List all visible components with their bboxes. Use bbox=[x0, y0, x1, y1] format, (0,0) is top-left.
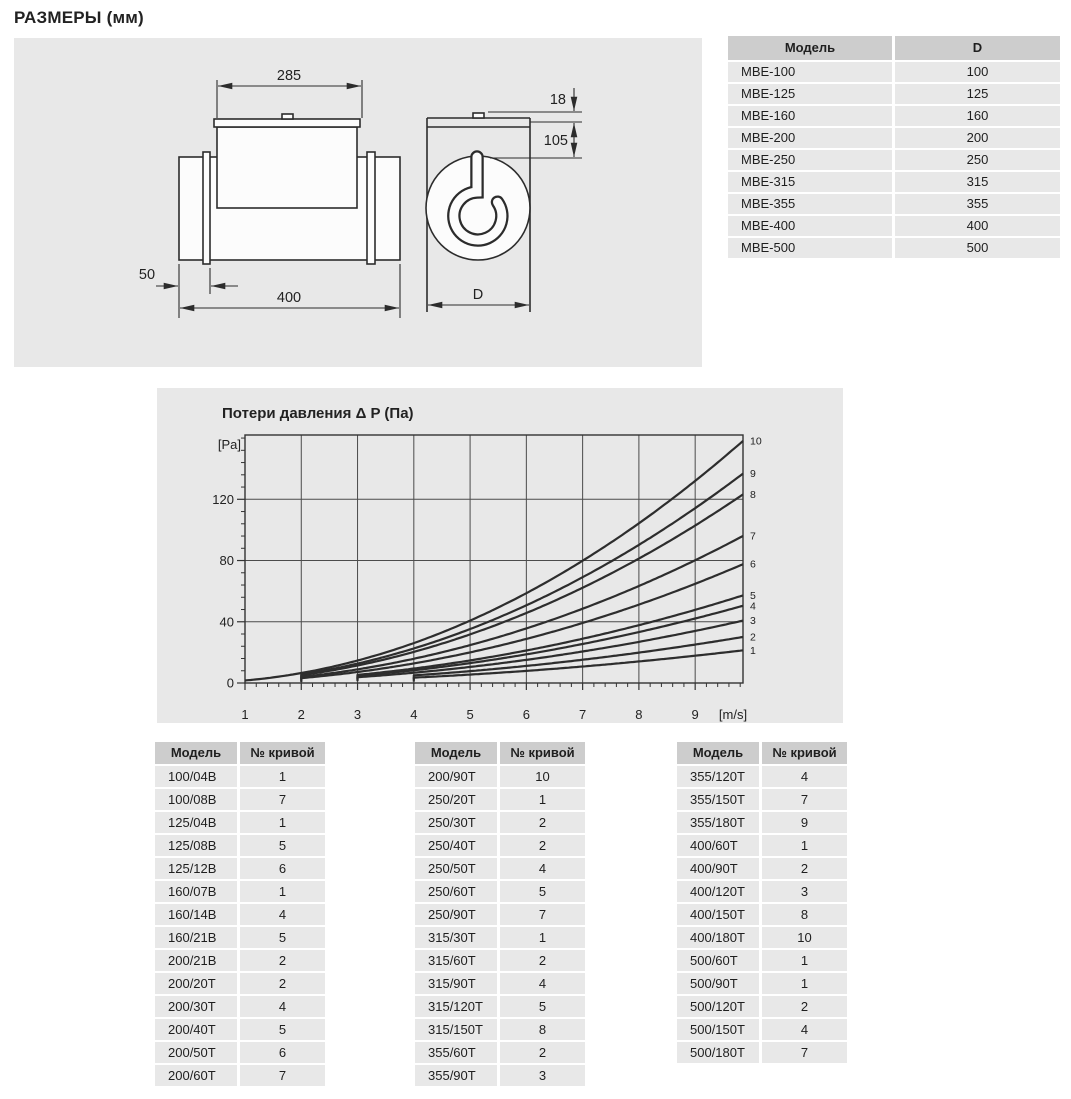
table-header-row bbox=[415, 742, 585, 764]
table-row bbox=[677, 904, 847, 925]
table-row bbox=[155, 812, 325, 833]
curve-label-1: 1 bbox=[750, 644, 756, 657]
value-cell: 1 bbox=[240, 881, 325, 902]
duct-flange-right bbox=[367, 152, 375, 264]
table-header-cell: D bbox=[895, 36, 1060, 60]
model-cell: 355/180T bbox=[677, 812, 759, 833]
model-cell: 500/90T bbox=[677, 973, 759, 994]
table-row bbox=[415, 835, 585, 856]
value-cell: 7 bbox=[240, 1065, 325, 1086]
page-title: РАЗМЕРЫ (мм) bbox=[14, 8, 144, 27]
value-cell: 250 bbox=[895, 150, 1060, 170]
value-cell: 2 bbox=[500, 835, 585, 856]
model-cell: 400/120T bbox=[677, 881, 759, 902]
model-cell: MBE-100 bbox=[728, 62, 892, 82]
model-cell: MBE-355 bbox=[728, 194, 892, 214]
model-cell: 250/30T bbox=[415, 812, 497, 833]
models-diameter-table bbox=[728, 36, 1060, 260]
dimension-drawing-panel bbox=[14, 38, 702, 367]
y-tick-label: 120 bbox=[212, 491, 234, 507]
curve-label-7: 7 bbox=[750, 530, 756, 543]
table-row bbox=[677, 881, 847, 902]
table-row bbox=[155, 881, 325, 902]
cable-gland-front bbox=[473, 113, 484, 118]
model-cell: MBE-315 bbox=[728, 172, 892, 192]
curve-table-3 bbox=[677, 742, 847, 1065]
value-cell: 100 bbox=[895, 62, 1060, 82]
value-cell: 4 bbox=[240, 996, 325, 1017]
x-tick-label: 6 bbox=[522, 707, 530, 722]
y-axis-unit-label: [Pa] bbox=[217, 437, 241, 452]
table-row bbox=[155, 789, 325, 810]
table-row bbox=[677, 835, 847, 856]
table-row bbox=[677, 789, 847, 810]
model-cell: 500/150T bbox=[677, 1019, 759, 1040]
curve-7 bbox=[301, 536, 743, 681]
table-row bbox=[677, 858, 847, 879]
model-cell: 200/21B bbox=[155, 950, 237, 971]
curve-label-3: 3 bbox=[750, 615, 756, 628]
model-cell: 250/60T bbox=[415, 881, 497, 902]
dim-400-label: 400 bbox=[276, 290, 302, 306]
model-cell: 160/21B bbox=[155, 927, 237, 948]
value-cell: 8 bbox=[500, 1019, 585, 1040]
pressure-loss-chart bbox=[157, 388, 843, 723]
value-cell: 4 bbox=[500, 858, 585, 879]
value-cell: 7 bbox=[762, 1042, 847, 1063]
value-cell: 2 bbox=[500, 1042, 585, 1063]
model-cell: 400/180T bbox=[677, 927, 759, 948]
table-row bbox=[155, 973, 325, 994]
table-row bbox=[677, 950, 847, 971]
dim-50-label: 50 bbox=[138, 267, 156, 283]
value-cell: 1 bbox=[762, 835, 847, 856]
model-cell: 315/30T bbox=[415, 927, 497, 948]
value-cell: 1 bbox=[762, 973, 847, 994]
model-cell: MBE-125 bbox=[728, 84, 892, 104]
value-cell: 3 bbox=[762, 881, 847, 902]
curve-label-5: 5 bbox=[750, 589, 756, 602]
table-row bbox=[415, 1042, 585, 1063]
value-cell: 1 bbox=[240, 766, 325, 787]
value-cell: 5 bbox=[240, 1019, 325, 1040]
table-row bbox=[415, 927, 585, 948]
x-tick-label: 5 bbox=[466, 707, 474, 722]
curve-label-4: 4 bbox=[750, 600, 756, 613]
table-header-cell: № кривой bbox=[762, 742, 847, 764]
curve-table-1 bbox=[155, 742, 325, 1088]
value-cell: 10 bbox=[500, 766, 585, 787]
value-cell: 4 bbox=[762, 1019, 847, 1040]
model-cell: 125/12B bbox=[155, 858, 237, 879]
model-cell: 200/30T bbox=[155, 996, 237, 1017]
value-cell: 1 bbox=[240, 812, 325, 833]
table-header-cell: Модель bbox=[728, 36, 892, 60]
table-row bbox=[728, 216, 1060, 236]
connection-box-side bbox=[217, 127, 357, 208]
model-cell: 355/60T bbox=[415, 1042, 497, 1063]
table-row bbox=[728, 128, 1060, 148]
table-row bbox=[155, 1019, 325, 1040]
table-row bbox=[155, 1065, 325, 1086]
model-cell: 315/60T bbox=[415, 950, 497, 971]
box-lid-side bbox=[214, 119, 360, 127]
value-cell: 2 bbox=[240, 950, 325, 971]
value-cell: 160 bbox=[895, 106, 1060, 126]
model-cell: 500/180T bbox=[677, 1042, 759, 1063]
model-cell: 355/150T bbox=[677, 789, 759, 810]
table-row bbox=[677, 812, 847, 833]
curve-label-9: 9 bbox=[750, 468, 756, 481]
model-cell: MBE-400 bbox=[728, 216, 892, 236]
table-row bbox=[155, 1042, 325, 1063]
table-row bbox=[415, 881, 585, 902]
value-cell: 2 bbox=[762, 996, 847, 1017]
value-cell: 2 bbox=[500, 812, 585, 833]
value-cell: 7 bbox=[500, 904, 585, 925]
table-row bbox=[155, 927, 325, 948]
table-row bbox=[728, 238, 1060, 258]
curve-label-10: 10 bbox=[750, 435, 762, 448]
model-cell: 315/150T bbox=[415, 1019, 497, 1040]
table-row bbox=[728, 150, 1060, 170]
value-cell: 2 bbox=[500, 950, 585, 971]
model-cell: 400/90T bbox=[677, 858, 759, 879]
model-cell: 315/120T bbox=[415, 996, 497, 1017]
dim-18-label: 18 bbox=[549, 92, 566, 108]
table-header-cell: Модель bbox=[415, 742, 497, 764]
curve-label-6: 6 bbox=[750, 558, 756, 571]
value-cell: 4 bbox=[240, 904, 325, 925]
model-cell: 500/120T bbox=[677, 996, 759, 1017]
table-header-cell: Модель bbox=[155, 742, 237, 764]
table-row bbox=[415, 996, 585, 1017]
table-row bbox=[155, 858, 325, 879]
table-row bbox=[155, 996, 325, 1017]
curve-label-2: 2 bbox=[750, 631, 756, 644]
value-cell: 5 bbox=[500, 996, 585, 1017]
chart-title: Потери давления Δ P (Па) bbox=[222, 405, 414, 422]
model-cell: MBE-160 bbox=[728, 106, 892, 126]
table-row bbox=[415, 973, 585, 994]
model-cell: 100/04B bbox=[155, 766, 237, 787]
dim-105-label: 105 bbox=[543, 133, 568, 149]
value-cell: 400 bbox=[895, 216, 1060, 236]
table-header-cell: № кривой bbox=[240, 742, 325, 764]
x-tick-label: 8 bbox=[635, 707, 643, 722]
curve-5 bbox=[358, 595, 744, 679]
model-cell: 125/04B bbox=[155, 812, 237, 833]
table-header-row bbox=[155, 742, 325, 764]
table-row bbox=[155, 904, 325, 925]
value-cell: 6 bbox=[240, 1042, 325, 1063]
table-row bbox=[415, 766, 585, 787]
model-cell: 200/90T bbox=[415, 766, 497, 787]
dim-285-label: 285 bbox=[276, 68, 302, 84]
x-tick-label: 9 bbox=[691, 707, 699, 722]
model-cell: 200/50T bbox=[155, 1042, 237, 1063]
value-cell: 2 bbox=[762, 858, 847, 879]
duct-flange-left bbox=[203, 152, 210, 264]
table-row bbox=[155, 835, 325, 856]
table-header-row bbox=[677, 742, 847, 764]
table-header-row bbox=[728, 36, 1060, 60]
table-header-cell: № кривой bbox=[500, 742, 585, 764]
value-cell: 4 bbox=[762, 766, 847, 787]
table-row bbox=[415, 812, 585, 833]
table-row bbox=[415, 789, 585, 810]
value-cell: 10 bbox=[762, 927, 847, 948]
model-cell: 160/14B bbox=[155, 904, 237, 925]
value-cell: 200 bbox=[895, 128, 1060, 148]
x-tick-label: 4 bbox=[410, 707, 418, 722]
model-cell: 400/60T bbox=[677, 835, 759, 856]
model-cell: 160/07B bbox=[155, 881, 237, 902]
value-cell: 500 bbox=[895, 238, 1060, 258]
table-row bbox=[677, 1019, 847, 1040]
table-header-cell: Модель bbox=[677, 742, 759, 764]
value-cell: 355 bbox=[895, 194, 1060, 214]
value-cell: 1 bbox=[762, 950, 847, 971]
table-row bbox=[677, 927, 847, 948]
dim-d-label: D bbox=[472, 287, 484, 303]
value-cell: 3 bbox=[500, 1065, 585, 1086]
value-cell: 5 bbox=[240, 927, 325, 948]
model-cell: 200/40T bbox=[155, 1019, 237, 1040]
model-cell: 250/20T bbox=[415, 789, 497, 810]
value-cell: 6 bbox=[240, 858, 325, 879]
model-cell: 200/60T bbox=[155, 1065, 237, 1086]
table-row bbox=[677, 766, 847, 787]
curve-table-2 bbox=[415, 742, 585, 1088]
model-cell: 100/08B bbox=[155, 789, 237, 810]
value-cell: 7 bbox=[240, 789, 325, 810]
model-cell: 250/90T bbox=[415, 904, 497, 925]
model-cell: 200/20T bbox=[155, 973, 237, 994]
x-tick-label: 1 bbox=[241, 707, 249, 722]
cable-gland-side bbox=[282, 114, 293, 119]
value-cell: 125 bbox=[895, 84, 1060, 104]
table-row bbox=[415, 1065, 585, 1086]
x-tick-label: 3 bbox=[353, 707, 362, 722]
table-row bbox=[728, 62, 1060, 82]
model-cell: 355/120T bbox=[677, 766, 759, 787]
y-tick-label: 80 bbox=[219, 553, 234, 569]
value-cell: 1 bbox=[500, 927, 585, 948]
table-row bbox=[677, 996, 847, 1017]
table-row bbox=[728, 106, 1060, 126]
model-cell: 355/90T bbox=[415, 1065, 497, 1086]
table-row bbox=[415, 858, 585, 879]
model-cell: MBE-200 bbox=[728, 128, 892, 148]
table-row bbox=[677, 1042, 847, 1063]
table-row bbox=[415, 950, 585, 971]
model-cell: MBE-500 bbox=[728, 238, 892, 258]
x-tick-label: 2 bbox=[297, 707, 305, 722]
value-cell: 1 bbox=[500, 789, 585, 810]
value-cell: 7 bbox=[762, 789, 847, 810]
table-row bbox=[155, 766, 325, 787]
model-cell: 315/90T bbox=[415, 973, 497, 994]
table-row bbox=[155, 950, 325, 971]
value-cell: 8 bbox=[762, 904, 847, 925]
table-row bbox=[728, 194, 1060, 214]
model-cell: 250/50T bbox=[415, 858, 497, 879]
value-cell: 315 bbox=[895, 172, 1060, 192]
table-row bbox=[728, 172, 1060, 192]
table-row bbox=[677, 973, 847, 994]
table-row bbox=[415, 904, 585, 925]
value-cell: 2 bbox=[240, 973, 325, 994]
pressure-loss-chart-panel bbox=[157, 388, 843, 723]
model-cell: 400/150T bbox=[677, 904, 759, 925]
x-tick-label: 7 bbox=[579, 707, 587, 722]
curve-2 bbox=[414, 637, 743, 679]
model-cell: MBE-250 bbox=[728, 150, 892, 170]
plot-border bbox=[245, 435, 743, 683]
value-cell: 5 bbox=[240, 835, 325, 856]
table-row bbox=[415, 1019, 585, 1040]
curve-label-8: 8 bbox=[750, 488, 756, 501]
model-cell: 250/40T bbox=[415, 835, 497, 856]
y-tick-label: 0 bbox=[226, 675, 234, 691]
value-cell: 4 bbox=[500, 973, 585, 994]
model-cell: 500/60T bbox=[677, 950, 759, 971]
value-cell: 5 bbox=[500, 881, 585, 902]
y-tick-label: 40 bbox=[219, 614, 234, 630]
x-axis-unit-label: [m/s] bbox=[718, 707, 748, 722]
dimension-drawing bbox=[14, 38, 702, 367]
value-cell: 9 bbox=[762, 812, 847, 833]
table-row bbox=[728, 84, 1060, 104]
model-cell: 125/08B bbox=[155, 835, 237, 856]
